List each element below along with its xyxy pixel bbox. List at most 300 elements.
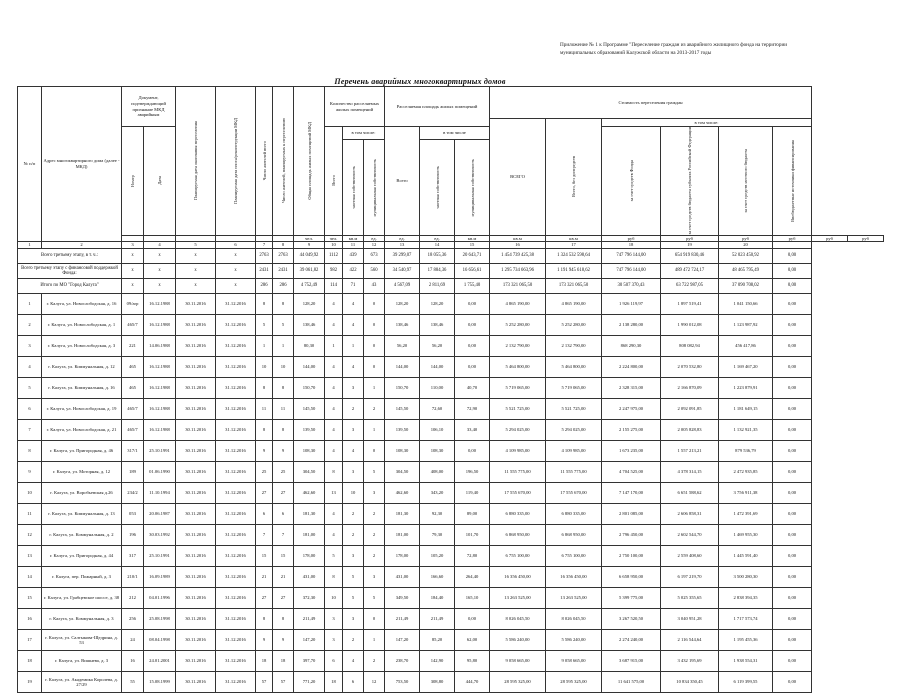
table-row	[18, 336, 884, 357]
cell-dem: 31.12.2016	[216, 315, 256, 336]
cell-res: 30.11.2016	[176, 441, 216, 462]
header-area-municipal: муниципальная собственность	[455, 140, 490, 235]
cell-rm: 0	[364, 357, 385, 378]
cell-ap: 56,20	[420, 336, 455, 357]
column-number-cell: 2	[42, 242, 122, 249]
cell-cost: 6 880 335,00	[490, 504, 546, 525]
cell-fund: 2 801 085,00	[602, 504, 661, 525]
cell-ext: 0,00	[773, 336, 812, 357]
cell-pp: 27	[273, 483, 294, 504]
appendix-note	[560, 41, 880, 57]
cell-fund: 2 750 100,00	[602, 546, 661, 567]
total-value: 747 796 144,00	[602, 249, 661, 264]
total-value: x	[144, 279, 176, 294]
total-row	[18, 249, 884, 264]
cell-r: 4	[325, 399, 343, 420]
cell-a: 753,50	[385, 672, 420, 693]
cell-rp: 4	[343, 441, 364, 462]
cell-a: 144,00	[385, 357, 420, 378]
cell-a: 304,50	[385, 462, 420, 483]
header-residents-planned: Число жителей, планируемых к переселению	[273, 87, 294, 236]
cell-rp: 6	[343, 672, 364, 693]
cell-pp: 21	[273, 567, 294, 588]
cell-addr: г. Калуга, ул. Грабцевское шоссе, д. 38	[42, 588, 122, 609]
cell-area: 80,30	[294, 336, 325, 357]
cell-costn: 28 595 325,00	[546, 672, 602, 693]
cell-r: 6	[325, 651, 343, 672]
header-cost-incl: в том числе:	[602, 119, 812, 127]
cell-ext: 0,00	[773, 399, 812, 420]
total-value: 18 055,36	[420, 249, 455, 264]
cell-am: 165,10	[455, 588, 490, 609]
total-value: 422	[343, 264, 364, 279]
cell-p: 27	[256, 588, 273, 609]
total-value: 39 299,07	[385, 249, 420, 264]
cell-fund: 2 796 450,00	[602, 525, 661, 546]
total-value: 1 191 945 618,62	[546, 264, 602, 279]
cell-res: 30.11.2016	[176, 672, 216, 693]
table-row	[18, 672, 884, 693]
cell-pp: 6	[273, 504, 294, 525]
header-rooms: Количество расселяемых жилых помещений	[325, 87, 385, 127]
cell-ap: 110,00	[420, 378, 455, 399]
cell-loc: 6 119 399,55	[719, 672, 773, 693]
cell-p: 15	[256, 546, 273, 567]
cell-costn: 6 755 100,00	[546, 546, 602, 567]
cell-rm: 1	[364, 630, 385, 651]
cell-dem: 31.12.2016	[216, 567, 256, 588]
cell-loc: 456 417,86	[719, 336, 773, 357]
cell-am: 0,00	[455, 357, 490, 378]
cell-am: 95,80	[455, 651, 490, 672]
cell-am: 62,00	[455, 630, 490, 651]
column-number-cell: 11	[343, 242, 364, 249]
units-blank-cell	[176, 235, 216, 242]
cell-num: 465	[122, 378, 144, 399]
appendix-line-1: Приложение № 1 к Программе "Переселение граждан из аварийного жилищного фонда на территории	[560, 42, 788, 48]
cell-num: 196	[122, 525, 144, 546]
cell-fund: 2 224 800,00	[602, 357, 661, 378]
cell-n: 6	[18, 399, 42, 420]
cell-cost: 4 109 985,00	[490, 441, 546, 462]
column-number-cell: 12	[364, 242, 385, 249]
total-value: x	[216, 279, 256, 294]
cell-a: 431,00	[385, 567, 420, 588]
total-value: x	[176, 279, 216, 294]
cell-loc: 1 132 921,35	[719, 420, 773, 441]
cell-p: 18	[256, 651, 273, 672]
total-value: 114	[325, 279, 343, 294]
header-rooms-all: Всего	[325, 127, 343, 236]
cell-am: 40,70	[455, 378, 490, 399]
cell-date: 24.01.2001	[144, 651, 176, 672]
cell-ext: 0,00	[773, 315, 812, 336]
cell-rm: 12	[364, 672, 385, 693]
cell-costn: 6 868 950,00	[546, 525, 602, 546]
cell-cost: 17 555 670,00	[490, 483, 546, 504]
total-value: 39 061,82	[294, 264, 325, 279]
cell-a: 138,46	[385, 315, 420, 336]
cell-n: 5	[18, 378, 42, 399]
cell-pp: 9	[273, 441, 294, 462]
cell-fund: 4 704 525,00	[602, 462, 661, 483]
cell-rp: 2	[343, 525, 364, 546]
total-value: 286	[273, 279, 294, 294]
cell-num: 053	[122, 504, 144, 525]
cell-r: 4	[325, 357, 343, 378]
total-value: 439	[343, 249, 364, 264]
cell-ext: 0,00	[773, 420, 812, 441]
cell-date: 20.06.1987	[144, 504, 176, 525]
column-number-cell: 5	[176, 242, 216, 249]
column-number-cell: 15	[455, 242, 490, 249]
cell-r: 4	[325, 378, 343, 399]
cell-ext: 0,00	[773, 651, 812, 672]
column-number-cell: 4	[144, 242, 176, 249]
cell-loc: 1 472 391,69	[719, 504, 773, 525]
cell-rm: 0	[364, 336, 385, 357]
cell-ext: 0,00	[773, 483, 812, 504]
cell-ext: 0,00	[773, 441, 812, 462]
cell-p: 10	[256, 357, 273, 378]
total-value: 2763	[256, 249, 273, 264]
total-value: 0,00	[773, 264, 812, 279]
cell-reg: 2 602 544,70	[661, 525, 719, 546]
header-cost-sum: Всего, без допсредств	[546, 119, 602, 236]
cell-ap: 166,60	[420, 567, 455, 588]
cell-num: 465/7	[122, 399, 144, 420]
cell-pp: 27	[273, 588, 294, 609]
cell-rp: 4	[343, 651, 364, 672]
unit-cell: руб	[812, 235, 848, 242]
cell-cost: 5 252 280,00	[490, 315, 546, 336]
cell-res: 30.11.2016	[176, 651, 216, 672]
cell-num: 189	[122, 462, 144, 483]
header-cost: Стоимость переселения граждан	[490, 87, 812, 119]
unit-cell: ед.	[385, 235, 420, 242]
total-value: 747 796 144,00	[602, 264, 661, 279]
cell-am: 89,00	[455, 504, 490, 525]
column-number-cell	[773, 242, 812, 249]
cell-area: 372,30	[294, 588, 325, 609]
cell-costn: 5 252 280,00	[546, 315, 602, 336]
cell-r: 3	[325, 609, 343, 630]
cell-pp: 8	[273, 420, 294, 441]
cell-p: 11	[256, 399, 273, 420]
cell-dem: 31.12.2016	[216, 294, 256, 315]
cell-r: 4	[325, 525, 343, 546]
cell-addr: г. Калуга, ул. Новослободская, д. 3	[42, 336, 122, 357]
cell-costn: 5 464 800,00	[546, 357, 602, 378]
cell-am: 33,40	[455, 420, 490, 441]
header-address: Адрес многоквартирного дома (далее - МКД)	[42, 87, 122, 242]
table-row	[18, 525, 884, 546]
cell-n: 19	[18, 672, 42, 693]
cell-pp: 9	[273, 630, 294, 651]
cell-dem: 31.12.2016	[216, 525, 256, 546]
table-row	[18, 567, 884, 588]
units-blank-cell	[122, 235, 144, 242]
column-number-cell: 20	[719, 242, 773, 249]
table-row	[18, 609, 884, 630]
cell-num: 256	[122, 609, 144, 630]
total-value: 43	[364, 279, 385, 294]
total-value: x	[144, 264, 176, 279]
column-number-cell: 19	[661, 242, 719, 249]
cell-res: 30.11.2016	[176, 609, 216, 630]
total-value: 982	[325, 264, 343, 279]
cell-ext: 0,00	[773, 672, 812, 693]
column-number-cell: 14	[420, 242, 455, 249]
cell-date: 11.10.1994	[144, 483, 176, 504]
cell-dem: 31.12.2016	[216, 420, 256, 441]
total-value: 173 321 065,50	[546, 279, 602, 294]
cell-rm: 2	[364, 546, 385, 567]
cell-addr: г. Калуга, ул. Пригородная, д. 44	[42, 546, 122, 567]
cell-pp: 18	[273, 651, 294, 672]
cell-res: 30.11.2016	[176, 462, 216, 483]
cell-pp: 25	[273, 462, 294, 483]
total-value: 654 919 830,46	[661, 249, 719, 264]
table-row	[18, 357, 884, 378]
column-number-cell: 3	[122, 242, 144, 249]
cell-a: 178,00	[385, 546, 420, 567]
cell-n: 2	[18, 315, 42, 336]
cell-cost: 5 586 240,00	[490, 630, 546, 651]
cell-res: 30.11.2016	[176, 567, 216, 588]
cell-ap: 142,90	[420, 651, 455, 672]
cell-ap: 128,20	[420, 294, 455, 315]
cell-fund: 1 673 235,00	[602, 441, 661, 462]
cell-a: 211,49	[385, 609, 420, 630]
cell-loc: 1 181 649,15	[719, 399, 773, 420]
cell-addr: г. Калуга, ул. Коммунальная, д. 2	[42, 525, 122, 546]
cell-a: 56,20	[385, 336, 420, 357]
cell-rm: 2	[364, 525, 385, 546]
total-value: 0,00	[773, 249, 812, 264]
cell-date: 01.06.1990	[144, 462, 176, 483]
cell-ap: 79,30	[420, 525, 455, 546]
cell-num: 465	[122, 357, 144, 378]
cell-p: 25	[256, 462, 273, 483]
header-area-all: Всего	[385, 127, 420, 236]
total-value: 71	[343, 279, 364, 294]
cell-cost: 16 356 450,00	[490, 567, 546, 588]
total-value: x	[122, 279, 144, 294]
cell-am: 0,00	[455, 336, 490, 357]
cell-addr: г. Калуга, ул. Коммунальная, д. 12	[42, 357, 122, 378]
cell-num: 55	[122, 672, 144, 693]
cell-rm: 1	[364, 420, 385, 441]
cell-ap: 343,20	[420, 483, 455, 504]
cell-r: 18	[325, 672, 343, 693]
cell-costn: 5 294 025,00	[546, 420, 602, 441]
cell-n: 17	[18, 630, 42, 651]
cell-rp: 4	[343, 357, 364, 378]
cell-loc: 1 169 467,20	[719, 357, 773, 378]
header-planned-demolish: Планируемая дата сноса/реконструкции МКД	[216, 87, 256, 236]
cell-cost: 6 868 950,00	[490, 525, 546, 546]
cell-am: 0,00	[455, 315, 490, 336]
cell-loc: 1 717 573,74	[719, 609, 773, 630]
cell-loc: 1 469 955,30	[719, 525, 773, 546]
cell-loc: 1 938 554,31	[719, 651, 773, 672]
cell-reg: 2 005 828,83	[661, 420, 719, 441]
cell-dem: 31.12.2016	[216, 399, 256, 420]
total-value: 30 507 370,43	[602, 279, 661, 294]
cell-rp: 4	[343, 315, 364, 336]
total-value: x	[144, 249, 176, 264]
cell-r: 13	[325, 483, 343, 504]
cell-r: 4	[325, 504, 343, 525]
total-value: x	[176, 249, 216, 264]
cell-loc: 1 123 987,92	[719, 315, 773, 336]
cell-ext: 0,00	[773, 378, 812, 399]
cell-cost: 28 595 325,00	[490, 672, 546, 693]
table-row	[18, 441, 884, 462]
cell-rp: 3	[343, 378, 364, 399]
total-value: 20 643,71	[455, 249, 490, 264]
cell-am: 444,70	[455, 672, 490, 693]
total-value: 16 656,61	[455, 264, 490, 279]
cell-am: 0,00	[455, 609, 490, 630]
cell-date: 25.10.1991	[144, 546, 176, 567]
cell-am: 264,40	[455, 567, 490, 588]
cell-area: 211,49	[294, 609, 325, 630]
cell-reg: 2 116 544,64	[661, 630, 719, 651]
cell-rm: 0	[364, 315, 385, 336]
cell-reg: 6 197 219,70	[661, 567, 719, 588]
total-value: x	[216, 249, 256, 264]
cell-res: 30.11.2016	[176, 546, 216, 567]
header-area-private: частная собственность	[420, 140, 455, 235]
unit-cell: руб	[848, 235, 884, 242]
cell-date: 30.03.1992	[144, 525, 176, 546]
emergency-houses-table	[17, 86, 884, 693]
unit-cell: руб	[773, 235, 812, 242]
cell-cost: 8 026 045,50	[490, 609, 546, 630]
cell-num: 09/arp	[122, 294, 144, 315]
cell-a: 349,50	[385, 588, 420, 609]
cell-date: 08.04.1998	[144, 630, 176, 651]
cell-n: 14	[18, 567, 42, 588]
cell-fund: 7 147 170,00	[602, 483, 661, 504]
total-value: 2431	[256, 264, 273, 279]
cell-ap: 108,30	[420, 441, 455, 462]
header-document: Документ, подтверждающий признание МКД аварийным	[122, 87, 176, 127]
cell-ap: 138,46	[420, 315, 455, 336]
cell-p: 9	[256, 630, 273, 651]
header-num: № п/п	[18, 87, 42, 242]
cell-num: 24	[122, 630, 144, 651]
cell-date: 14.06.1988	[144, 336, 176, 357]
column-number-cell: 8	[273, 242, 294, 249]
units-blank-cell	[273, 235, 294, 242]
cell-pp: 11	[273, 399, 294, 420]
cell-n: 7	[18, 420, 42, 441]
cell-a: 147,20	[385, 630, 420, 651]
cell-pp: 8	[273, 294, 294, 315]
cell-reg: 6 651 588,62	[661, 483, 719, 504]
cell-dem: 31.12.2016	[216, 609, 256, 630]
cell-n: 10	[18, 483, 42, 504]
cell-ap: 105,20	[420, 546, 455, 567]
header-area: Расселяемая площадь жилых помещений	[385, 87, 490, 127]
header-cost-all: ВСЕГО	[490, 119, 546, 236]
cell-addr: г. Калуга, ул. Коммунальная, д. 16	[42, 378, 122, 399]
cell-loc: 3 500 280,30	[719, 567, 773, 588]
cell-area: 145,50	[294, 399, 325, 420]
cell-p: 5	[256, 315, 273, 336]
cell-r: 1	[325, 336, 343, 357]
cell-am: 101,70	[455, 525, 490, 546]
cell-ext: 0,00	[773, 630, 812, 651]
cell-p: 1	[256, 336, 273, 357]
cell-addr: г. Калуга, ул. Коммунальная, д. 3	[42, 609, 122, 630]
cell-addr: г. Калуга, ул. Вишнева, д. 3	[42, 651, 122, 672]
cell-date: 04.01.1996	[144, 588, 176, 609]
cell-reg: 2 166 870,09	[661, 378, 719, 399]
cell-res: 30.11.2016	[176, 588, 216, 609]
cell-ext: 0,00	[773, 525, 812, 546]
header-planned-resettle: Планируемая дата окончания переселения	[176, 87, 216, 236]
cell-num: 317/1	[122, 441, 144, 462]
header-rooms-private: частная собственность	[343, 140, 364, 235]
total-value: x	[176, 264, 216, 279]
cell-p: 8	[256, 609, 273, 630]
cell-cost: 4 865 190,00	[490, 294, 546, 315]
cell-area: 150,70	[294, 378, 325, 399]
cell-date: 25.08.1998	[144, 609, 176, 630]
total-value: 1 295 734 663,96	[490, 264, 546, 279]
table-row	[18, 630, 884, 651]
cell-area: 397,70	[294, 651, 325, 672]
unit-cell: ед.	[420, 235, 455, 242]
cell-n: 4	[18, 357, 42, 378]
table-row	[18, 483, 884, 504]
column-number-cell: 18	[602, 242, 661, 249]
cell-rm: 0	[364, 294, 385, 315]
cell-costn: 9 058 665,00	[546, 651, 602, 672]
column-number-cell: 7	[256, 242, 273, 249]
cell-am: 0,00	[455, 294, 490, 315]
cell-a: 145,50	[385, 399, 420, 420]
cell-date: 16.12.1988	[144, 357, 176, 378]
cell-date: 16.12.1988	[144, 294, 176, 315]
total-value: 173 321 065,50	[490, 279, 546, 294]
cell-dem: 31.12.2016	[216, 378, 256, 399]
cell-date: 16.09.1989	[144, 567, 176, 588]
cell-loc: 1 445 591,40	[719, 546, 773, 567]
cell-a: 139,50	[385, 420, 420, 441]
cell-date: 16.12.1988	[144, 420, 176, 441]
cell-rm: 1	[364, 378, 385, 399]
cell-rm: 3	[364, 567, 385, 588]
total-value: 63 722 987,05	[661, 279, 719, 294]
total-value: 34 540,97	[385, 264, 420, 279]
cell-costn: 6 880 335,00	[546, 504, 602, 525]
total-value: 2431	[273, 264, 294, 279]
cell-dem: 31.12.2016	[216, 336, 256, 357]
unit-cell: руб	[719, 235, 773, 242]
cell-area: 462,60	[294, 483, 325, 504]
cell-dem: 31.12.2016	[216, 672, 256, 693]
cell-a: 462,60	[385, 483, 420, 504]
cell-ext: 0,00	[773, 588, 812, 609]
total-value: 1112	[325, 249, 343, 264]
cell-n: 8	[18, 441, 42, 462]
cell-cost: 6 755 100,00	[490, 546, 546, 567]
